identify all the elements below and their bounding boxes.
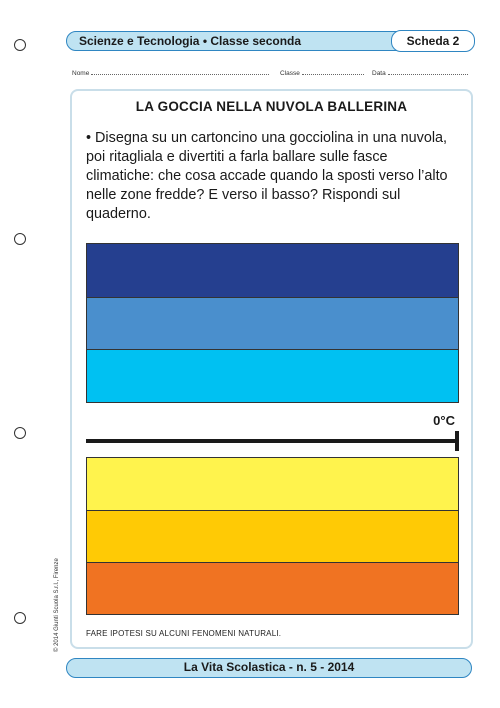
date-label: Data [372,70,386,77]
warm-band-1 [86,457,459,511]
subject-label: Scienze e Tecnologia • Classe seconda [79,34,302,48]
class-blank [302,67,364,75]
warm-band-2 [86,510,459,563]
cold-band-3 [86,349,459,403]
class-label: Classe [280,70,300,77]
cold-band-2 [86,297,459,350]
date-blank [388,67,468,75]
zero-celsius-label: 0°C [433,413,455,428]
student-fields [72,67,472,79]
objective-note: FARE IPOTESI SU ALCUNI FENOMENI NATURALI. [86,629,282,638]
copyright-text: © 2014 Giunti Scuola S.r.l., Firenze [54,558,60,652]
binder-hole-2 [14,233,26,245]
binder-hole-1 [14,39,26,51]
warm-band-3 [86,562,459,615]
freezing-line-tick [455,431,459,451]
header-bar [66,31,474,51]
binder-hole-4 [14,612,26,624]
name-field [72,67,269,79]
name-blank [91,67,269,75]
worksheet-card [70,89,473,649]
worksheet-title: LA GOCCIA NELLA NUVOLA BALLERINA [135,99,408,114]
cold-band-1 [86,243,459,298]
freezing-line [86,439,458,443]
name-label: Nome [72,70,90,77]
binder-hole-3 [14,427,26,439]
instructions-text: • Disegna su un cartoncino una gocciolina in una nuvola, poi ritagliala e divertiti a farla ballare sulle fasce climatiche: che cosa accade quando la sposti verso l’alto nelle zone fredde? E verso il basso? Rispondi sul quaderno. [86,130,448,222]
publication-footer: La Vita Scolastica - n. 5 - 2014 [66,658,472,678]
sheet-label: Scheda 2 [391,30,475,52]
date-field [372,67,468,79]
class-field [280,67,364,79]
